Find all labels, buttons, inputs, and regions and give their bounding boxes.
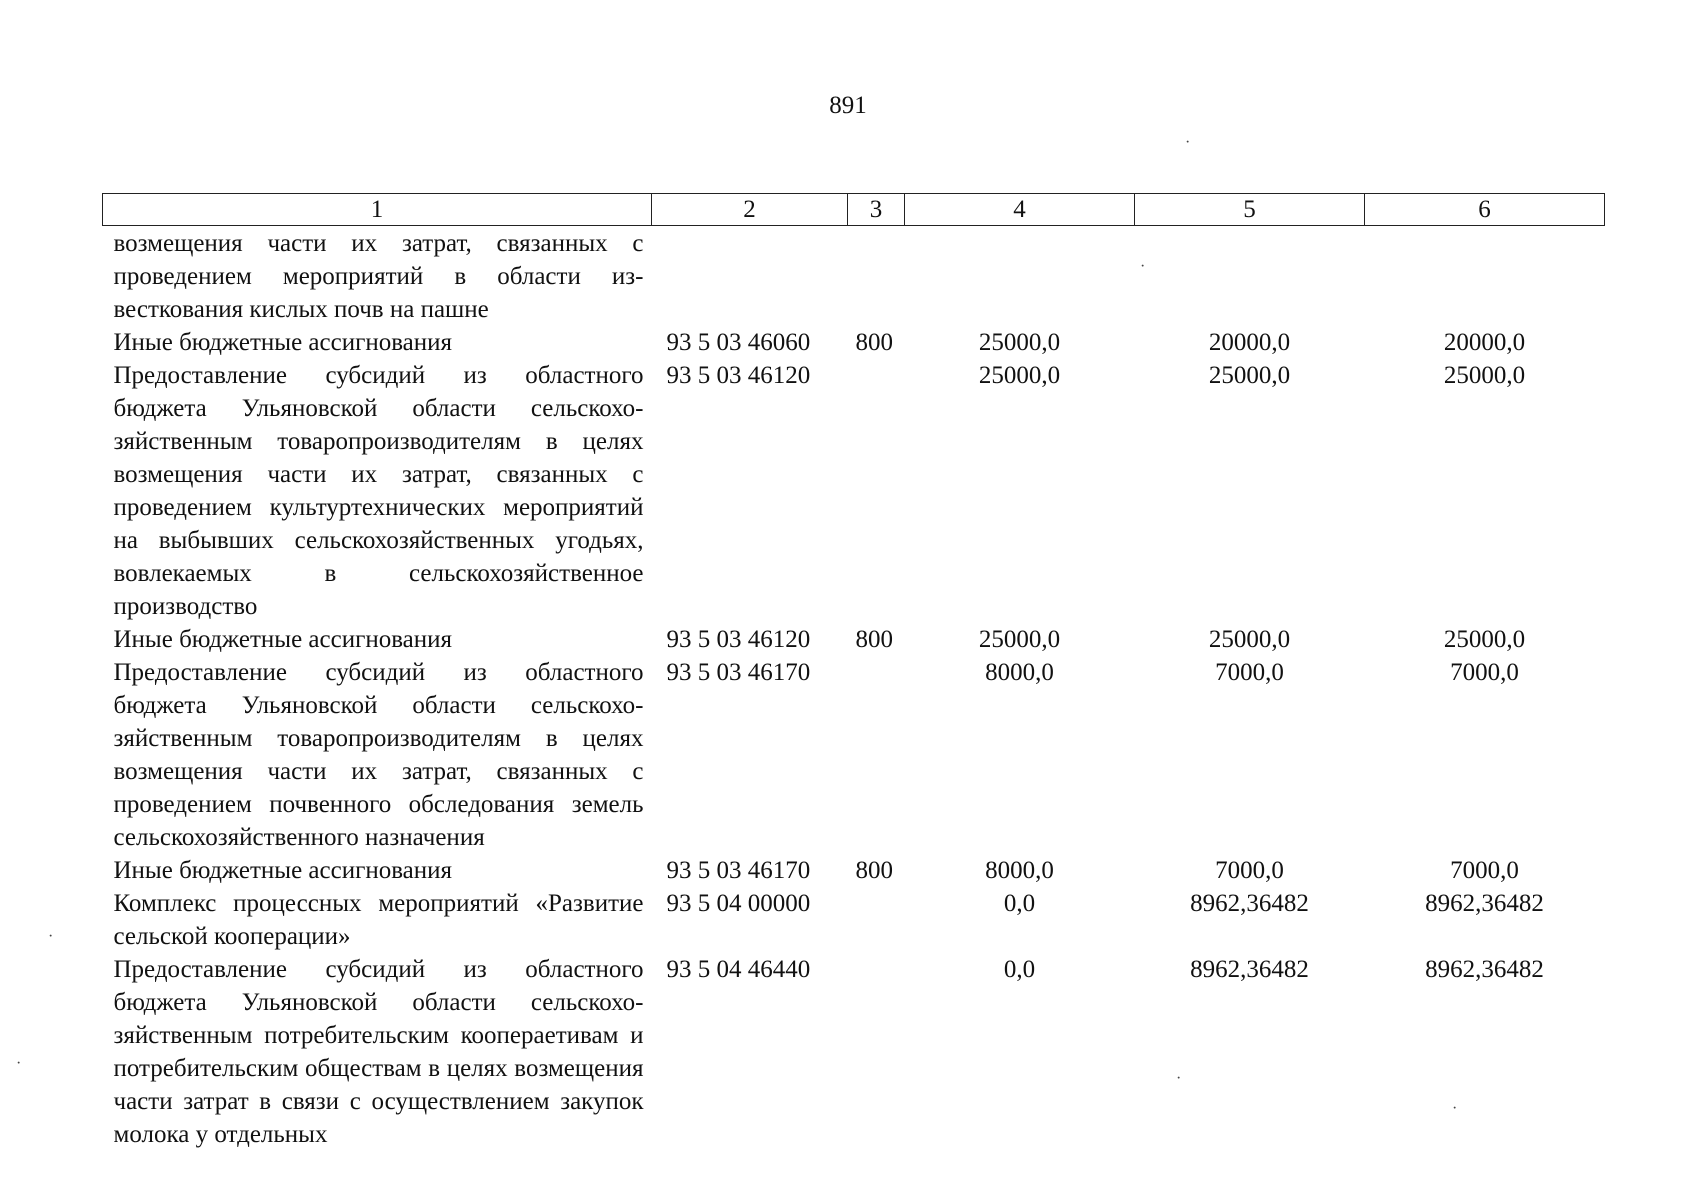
row-value-3 — [1365, 226, 1605, 327]
budget-table — [102, 193, 1605, 1151]
header-col-6: 6 — [1365, 194, 1605, 226]
row-code: 93 5 03 46120 — [666, 626, 811, 653]
table-row — [103, 226, 1605, 327]
scan-speck: · — [1140, 258, 1146, 275]
row-value-2: 20000,0 — [1208, 329, 1291, 356]
row-type — [848, 953, 905, 1151]
scan-speck: · — [1452, 1100, 1458, 1117]
row-value-2: 8962,36482 — [1190, 890, 1309, 917]
row-type: 800 — [855, 857, 893, 884]
header-col-3: 3 — [848, 194, 905, 226]
row-value-3: 25000,0 — [1443, 626, 1526, 653]
table-row — [103, 623, 1605, 656]
table-body — [103, 226, 1605, 1152]
table-row — [103, 854, 1605, 887]
row-value-2: 25000,0 — [1208, 626, 1291, 653]
row-value-1: 25000,0 — [978, 362, 1061, 389]
row-value-3: 7000,0 — [1450, 857, 1519, 884]
row-value-2: 25000,0 — [1208, 362, 1291, 389]
table-row — [103, 359, 1605, 623]
row-value-1: 25000,0 — [978, 626, 1061, 653]
row-name: Иные бюджетные ассигнования — [113, 857, 453, 884]
row-type — [848, 359, 905, 623]
page-number: 891 — [829, 92, 867, 119]
row-name: Предоставление субсидий из областного бюджета Ульяновской области сельскохозяйственным товаропроизводителям в целях возмещения части их затрат, связанных с проведением культуртехнических мероприятий на выбывших сельскохозяйственных угодьях, вовлекаемых в сельскохозяйственное производство — [113, 362, 644, 620]
row-value-1: 25000,0 — [978, 329, 1061, 356]
table-row — [103, 326, 1605, 359]
table-header — [103, 194, 1605, 226]
row-type — [848, 226, 905, 327]
row-value-1: 0,0 — [1003, 890, 1036, 917]
table-row — [103, 887, 1605, 953]
row-name: Предоставление субсидий из областного бюджета Ульяновской области сельскохозяйственным товаропроизводителям в целях возмещения части их затрат, связанных с проведением почвенного обследования земель сельскохозяйственного назначения — [113, 659, 644, 851]
header-col-5: 5 — [1135, 194, 1365, 226]
scan-speck: · — [1185, 134, 1191, 151]
row-code: 93 5 04 00000 — [666, 890, 811, 917]
row-type — [848, 656, 905, 854]
scan-speck: · — [16, 1055, 22, 1072]
row-name: Комплекс процессных мероприятий «Развитие сельской кооперации» — [113, 890, 644, 950]
header-col-2: 2 — [652, 194, 848, 226]
row-code: 93 5 03 46120 — [666, 362, 811, 389]
row-value-3: 25000,0 — [1443, 362, 1526, 389]
row-value-2: 7000,0 — [1215, 659, 1284, 686]
row-value-3: 8962,36482 — [1425, 890, 1544, 917]
row-name: Иные бюджетные ассигнования — [113, 329, 453, 356]
header-col-1: 1 — [103, 194, 652, 226]
header-col-4: 4 — [905, 194, 1135, 226]
budget-table-container — [102, 193, 1604, 1151]
row-value-3: 7000,0 — [1450, 659, 1519, 686]
row-value-2: 7000,0 — [1215, 857, 1284, 884]
row-type — [848, 887, 905, 953]
row-value-1: 8000,0 — [985, 659, 1054, 686]
row-value-1 — [905, 226, 1135, 327]
row-type: 800 — [855, 329, 893, 356]
row-value-3: 8962,36482 — [1425, 956, 1544, 983]
row-value-2: 8962,36482 — [1190, 956, 1309, 983]
scan-speck: · — [1176, 1070, 1182, 1087]
row-type: 800 — [855, 626, 893, 653]
row-value-1: 0,0 — [1003, 956, 1036, 983]
row-code: 93 5 03 46170 — [666, 659, 811, 686]
row-code: 93 5 04 46440 — [666, 956, 811, 983]
row-code: 93 5 03 46170 — [666, 857, 811, 884]
row-value-1: 8000,0 — [985, 857, 1054, 884]
table-row — [103, 953, 1605, 1151]
row-code: 93 5 03 46060 — [666, 329, 811, 356]
row-code — [652, 226, 848, 327]
table-row — [103, 656, 1605, 854]
row-name: возмещения части их затрат, связанных с проведением мероприятий в области известкования кислых почв на пашне — [113, 230, 644, 323]
row-name: Предоставление субсидий из областного бюджета Ульяновской области сельскохозяйственным потребительским коопераетивам и потребительским обществам в целях возмещения части затрат в связи с осуществлением закупок молока у отдельных — [113, 956, 644, 1148]
row-name: Иные бюджетные ассигнования — [113, 626, 453, 653]
scan-speck: · — [48, 928, 54, 945]
row-value-3: 20000,0 — [1443, 329, 1526, 356]
row-value-2 — [1135, 226, 1365, 327]
header-row — [103, 194, 1605, 226]
